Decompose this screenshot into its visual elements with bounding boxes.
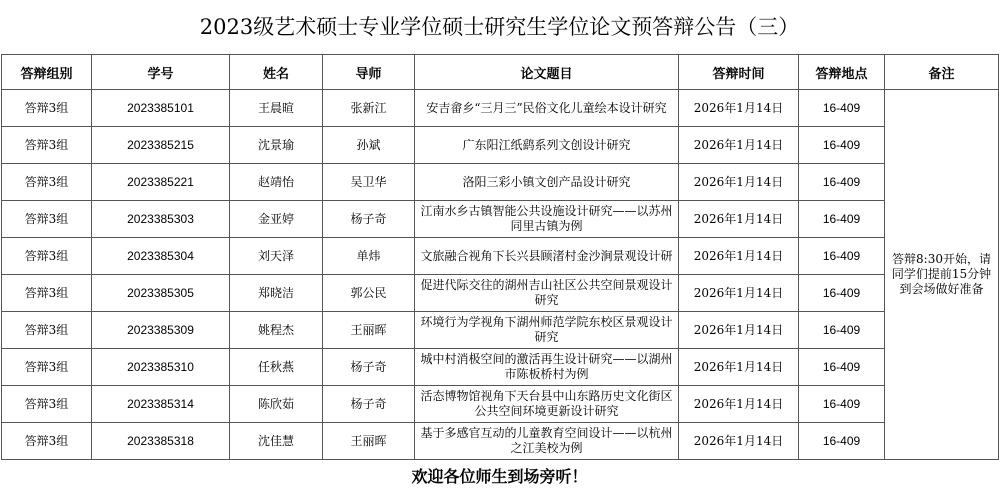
time-cell: 2026年1月14日 (679, 423, 799, 460)
group-cell: 答辩3组 (2, 386, 92, 423)
header-remarks: 备注 (885, 55, 999, 90)
location-cell: 16-409 (799, 238, 885, 275)
advisor-cell: 吴卫华 (323, 164, 415, 201)
advisor-cell: 王丽晖 (323, 312, 415, 349)
location-cell: 16-409 (799, 423, 885, 460)
thesis-cell: 促进代际交往的湖州吉山社区公共空间景观设计研究 (415, 275, 679, 312)
table-row (2, 164, 999, 201)
thesis-cell: 广东阳江纸鹞系列文创设计研究 (415, 127, 679, 164)
location-cell: 16-409 (799, 164, 885, 201)
advisor-cell: 张新江 (323, 90, 415, 127)
header-group: 答辩组别 (2, 55, 92, 90)
name-cell: 陈欣茹 (230, 386, 323, 423)
student-id-cell: 2023385304 (92, 238, 230, 275)
table-row (2, 386, 999, 423)
table-row (2, 312, 999, 349)
name-cell: 刘天泽 (230, 238, 323, 275)
advisor-cell: 杨子奇 (323, 201, 415, 238)
header-time: 答辩时间 (679, 55, 799, 90)
time-cell: 2026年1月14日 (679, 90, 799, 127)
table-row (2, 349, 999, 386)
thesis-cell: 洛阳三彩小镇文创产品设计研究 (415, 164, 679, 201)
table-row (2, 90, 999, 127)
header-location: 答辩地点 (799, 55, 885, 90)
student-id-cell: 2023385309 (92, 312, 230, 349)
time-cell: 2026年1月14日 (679, 201, 799, 238)
table-row (2, 423, 999, 460)
table-row (2, 275, 999, 312)
group-cell: 答辩3组 (2, 164, 92, 201)
name-cell: 王晨暄 (230, 90, 323, 127)
thesis-cell: 活态博物馆视角下天台县中山东路历史文化街区公共空间环境更新设计研究 (415, 386, 679, 423)
student-id-cell: 2023385101 (92, 90, 230, 127)
name-cell: 姚程杰 (230, 312, 323, 349)
student-id-cell: 2023385303 (92, 201, 230, 238)
group-cell: 答辩3组 (2, 127, 92, 164)
name-cell: 赵靖怡 (230, 164, 323, 201)
name-cell: 沈景瑜 (230, 127, 323, 164)
footer-message: 欢迎各位师生到场旁听！ (411, 467, 588, 486)
group-cell: 答辩3组 (2, 90, 92, 127)
thesis-cell: 环境行为学视角下湖州师范学院东校区景观设计研究 (415, 312, 679, 349)
table-row (2, 127, 999, 164)
location-cell: 16-409 (799, 386, 885, 423)
time-cell: 2026年1月14日 (679, 164, 799, 201)
advisor-cell: 杨子奇 (323, 349, 415, 386)
time-cell: 2026年1月14日 (679, 238, 799, 275)
time-cell: 2026年1月14日 (679, 275, 799, 312)
schedule-table (1, 54, 999, 460)
group-cell: 答辩3组 (2, 238, 92, 275)
student-id-cell: 2023385305 (92, 275, 230, 312)
name-cell: 金亚婷 (230, 201, 323, 238)
student-id-cell: 2023385314 (92, 386, 230, 423)
time-cell: 2026年1月14日 (679, 349, 799, 386)
advisor-cell: 王丽晖 (323, 423, 415, 460)
name-cell: 郑晓洁 (230, 275, 323, 312)
remarks-cell: 答辩8:30开始，请同学们提前15分钟到会场做好准备 (885, 90, 999, 460)
group-cell: 答辩3组 (2, 201, 92, 238)
table-row (2, 201, 999, 238)
header-row (2, 55, 999, 90)
thesis-cell: 江南水乡古镇智能公共设施设计研究——以苏州同里古镇为例 (415, 201, 679, 238)
thesis-cell: 城中村消极空间的激活再生设计研究——以湖州市陈板桥村为例 (415, 349, 679, 386)
advisor-cell: 郭公民 (323, 275, 415, 312)
group-cell: 答辩3组 (2, 423, 92, 460)
group-cell: 答辩3组 (2, 349, 92, 386)
name-cell: 任秋燕 (230, 349, 323, 386)
student-id-cell: 2023385310 (92, 349, 230, 386)
table-body (2, 90, 999, 460)
location-cell: 16-409 (799, 349, 885, 386)
header-advisor: 导师 (323, 55, 415, 90)
page-title: 2023级艺术硕士专业学位硕士研究生学位论文预答辩公告（三） (199, 15, 800, 39)
name-cell: 沈佳慧 (230, 423, 323, 460)
thesis-cell: 文旅融合视角下长兴县顾渚村金沙涧景观设计研 (415, 238, 679, 275)
time-cell: 2026年1月14日 (679, 386, 799, 423)
student-id-cell: 2023385318 (92, 423, 230, 460)
advisor-cell: 孙斌 (323, 127, 415, 164)
group-cell: 答辩3组 (2, 312, 92, 349)
location-cell: 16-409 (799, 312, 885, 349)
location-cell: 16-409 (799, 201, 885, 238)
header-thesis: 论文题目 (415, 55, 679, 90)
location-cell: 16-409 (799, 90, 885, 127)
time-cell: 2026年1月14日 (679, 312, 799, 349)
student-id-cell: 2023385221 (92, 164, 230, 201)
location-cell: 16-409 (799, 127, 885, 164)
location-cell: 16-409 (799, 275, 885, 312)
advisor-cell: 杨子奇 (323, 386, 415, 423)
time-cell: 2026年1月14日 (679, 127, 799, 164)
header-name: 姓名 (230, 55, 323, 90)
student-id-cell: 2023385215 (92, 127, 230, 164)
header-student-id: 学号 (92, 55, 230, 90)
advisor-cell: 单炜 (323, 238, 415, 275)
group-cell: 答辩3组 (2, 275, 92, 312)
table-row (2, 238, 999, 275)
thesis-cell: 基于多感官互动的儿童教育空间设计——以杭州之江美校为例 (415, 423, 679, 460)
thesis-cell: 安吉畲乡“三月三”民俗文化儿童绘本设计研究 (415, 90, 679, 127)
